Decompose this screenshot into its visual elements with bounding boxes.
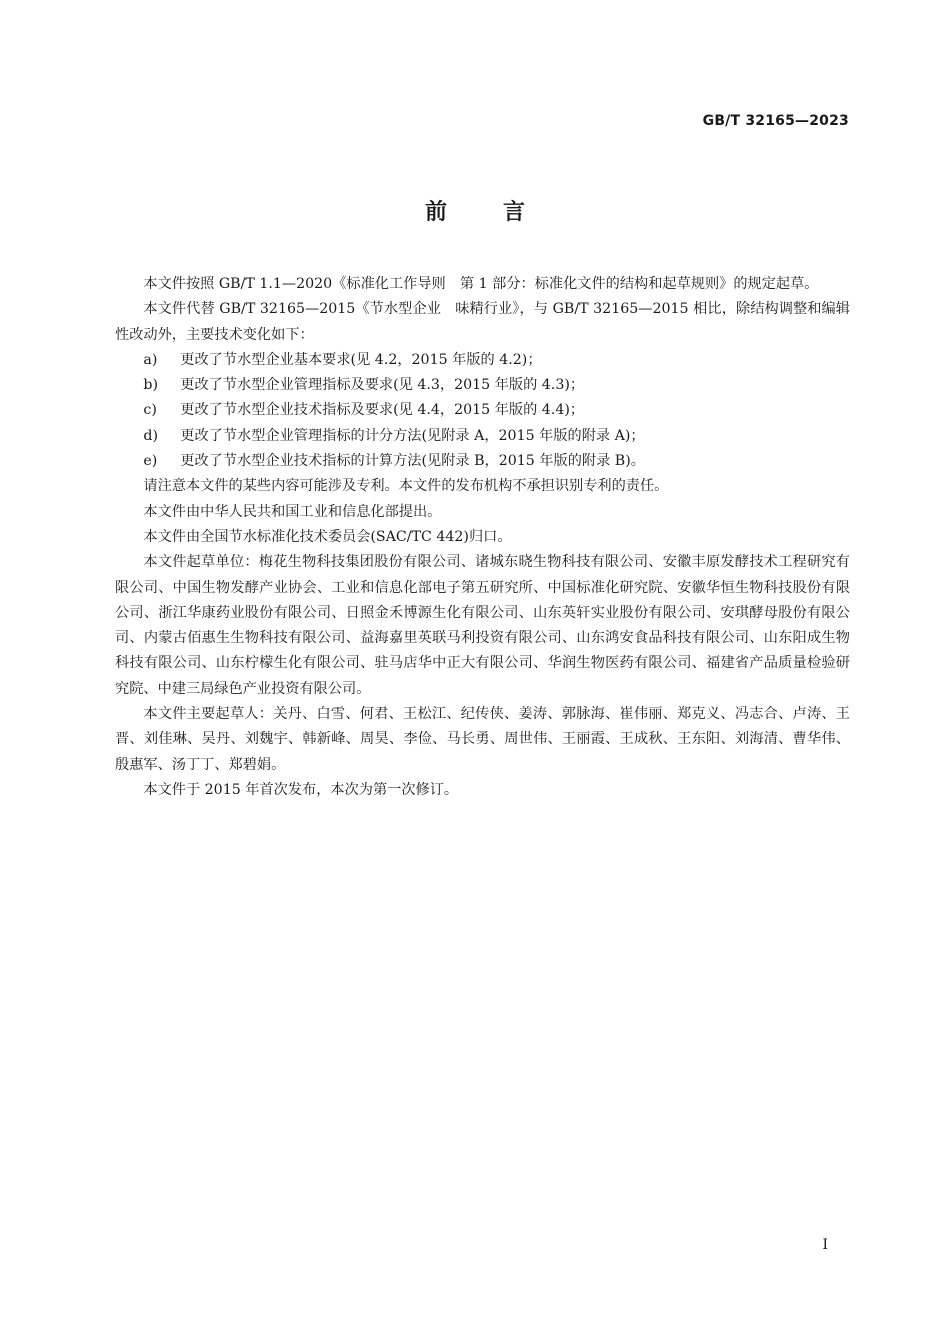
paragraph-replacement: 本文件代替 GB/T 32165—2015《节水型企业 味精行业》，与 GB/T 32165—2015 相比，除结构调整和编辑性改动外，主要技术变化如下：	[115, 301, 850, 343]
list-item	[115, 398, 850, 423]
list-text: 更改了节水型企业技术指标的计算方法(见附录 B，2015 年版的附录 B)。	[180, 453, 645, 470]
paragraph-drafting-rules: 本文件按照 GB/T 1.1—2020《标准化工作导则 第 1 部分：标准化文件的结构和起草规则》的规定起草。	[143, 276, 819, 292]
list-item	[115, 424, 850, 449]
list-item	[115, 373, 850, 398]
list-marker: d)	[143, 427, 159, 444]
standard-code: GB/T 32165—2023	[702, 113, 849, 129]
list-text: 更改了节水型企业管理指标的计分方法(见附录 A，2015 年版的附录 A)；	[180, 427, 645, 444]
paragraph-committee: 本文件由全国节水标准化技术委员会(SAC/TC 442)归口。	[143, 528, 512, 545]
list-text: 更改了节水型企业基本要求(见 4.2，2015 年版的 4.2)；	[180, 351, 542, 368]
list-marker: a)	[143, 351, 158, 368]
list-item	[115, 348, 850, 373]
paragraph-patent-notice: 请注意本文件的某些内容可能涉及专利。本文件的发布机构不承担识别专利的责任。	[143, 478, 669, 495]
page-title: 前言	[424, 200, 581, 225]
changes-list	[115, 348, 850, 474]
list-text: 更改了节水型企业技术指标及要求(见 4.4，2015 年版的 4.4)；	[180, 402, 585, 419]
page-number: I	[822, 1237, 828, 1253]
list-marker: e)	[143, 453, 158, 470]
paragraph-drafters: 本文件主要起草人：关丹、白雪、何君、王松江、纪传侠、姜涛、郭脉海、崔伟丽、郑克义、冯志合、卢涛、王晋、刘佳琳、吴丹、刘魏宇、韩新峰、周昊、李俭、马长勇、周世伟、王丽霞、王成秋、王东阳、刘海清、曹华伟、殷惠军、汤丁丁、郑碧娟。	[115, 706, 850, 773]
foreword-body	[115, 272, 850, 803]
list-marker: c)	[143, 402, 157, 419]
list-text: 更改了节水型企业管理指标及要求(见 4.3，2015 年版的 4.3)；	[180, 377, 585, 394]
paragraph-drafting-units: 本文件起草单位：梅花生物科技集团股份有限公司、诸城东晓生物科技有限公司、安徽丰原发酵技术工程研究有限公司、中国生物发酵产业协会、工业和信息化部电子第五研究所、中国标准化研究院、安徽华恒生物科技股份有限公司、浙江华康药业股份有限公司、日照金禾博源生化有限公司、山东英轩实业股份有限公司、安琪酵母股份有限公司、内蒙古佰惠生生物科技有限公司、益海嘉里英联马利投资有限公司、山东鸿安食品科技有限公司、山东阳成生物科技有限公司、山东柠檬生化有限公司、驻马店华中正大有限公司、华润生物医药有限公司、福建省产品质量检验研究院、中建三局绿色产业投资有限公司。	[115, 554, 850, 697]
paragraph-history: 本文件于 2015 年首次发布，本次为第一次修订。	[143, 781, 459, 798]
list-marker: b)	[143, 377, 159, 394]
list-item	[115, 449, 850, 474]
paragraph-proposer: 本文件由中华人民共和国工业和信息化部提出。	[143, 503, 442, 520]
